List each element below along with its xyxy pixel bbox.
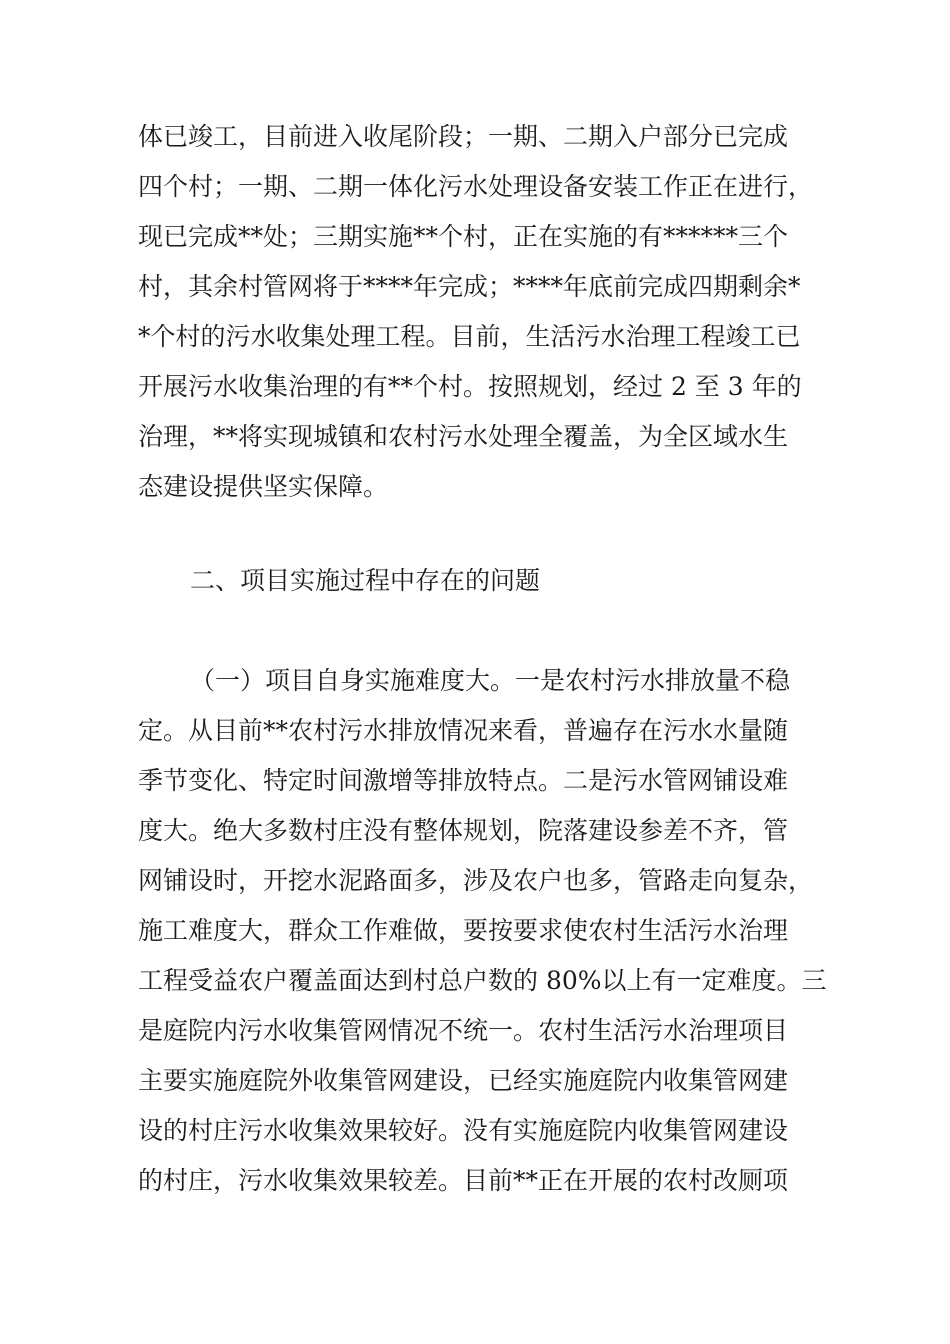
body-text-line: 施工难度大，群众工作难做，要按要求使农村生活污水治理 [138, 916, 789, 945]
body-text-line: 治理，**将实现城镇和农村污水处理全覆盖，为全区域水生 [138, 422, 789, 451]
body-text-line: 网铺设时，开挖水泥路面多，涉及农户也多，管路走向复杂， [138, 866, 814, 895]
body-text-line: 现已完成**处；三期实施**个村，正在实施的有******三个 [138, 222, 789, 251]
body-text-line: 开展污水收集治理的有**个村。按照规划，经过 2 至 3 年的 [138, 372, 802, 401]
body-text-line: 主要实施庭院外收集管网建设，已经实施庭院内收集管网建 [138, 1066, 789, 1095]
body-text-line: 的村庄，污水收集效果较差。目前**正在开展的农村改厕项 [138, 1166, 789, 1195]
body-text-line: 体已竣工，目前进入收尾阶段；一期、二期入户部分已完成 [138, 122, 789, 151]
body-text-line: 度大。绝大多数村庄没有整体规划，院落建设参差不齐，管 [138, 816, 789, 845]
body-text-line: 是庭院内污水收集管网情况不统一。农村生活污水治理项目 [138, 1016, 789, 1045]
body-text-line: *个村的污水收集处理工程。目前，生活污水治理工程竣工已 [138, 322, 801, 351]
body-text-line: 季节变化、特定时间激增等排放特点。二是污水管网铺设难 [138, 766, 789, 795]
body-text-line: 态建设提供坚实保障。 [138, 472, 389, 501]
body-text-line: 工程受益农户覆盖面达到村总户数的 80%以上有一定难度。三 [138, 966, 827, 995]
section-heading: 二、项目实施过程中存在的问题 [190, 566, 541, 595]
body-text-line: （一）项目自身实施难度大。一是农村污水排放量不稳 [190, 666, 791, 695]
body-text-line: 定。从目前**农村污水排放情况来看，普遍存在污水水量随 [138, 716, 789, 745]
body-text-line: 设的村庄污水收集效果较好。没有实施庭院内收集管网建设 [138, 1116, 789, 1145]
body-text-line: 村，其余村管网将于****年完成；****年底前完成四期剩余* [138, 272, 801, 301]
body-text-line: 四个村；一期、二期一体化污水处理设备安装工作正在进行， [138, 172, 814, 201]
